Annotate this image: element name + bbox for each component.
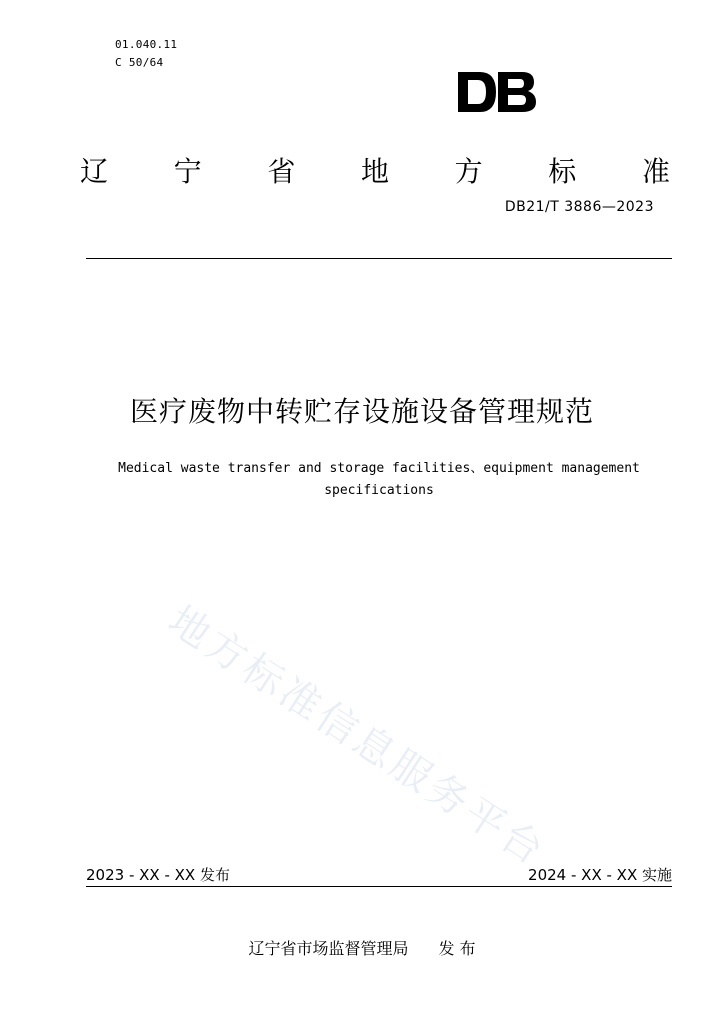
db-logo: [458, 72, 536, 112]
category-char: 标: [548, 155, 577, 188]
category-char: 准: [641, 155, 670, 188]
publisher-name: 辽宁省市场监督管理局: [248, 939, 409, 958]
ccs-code: C 50/64: [115, 56, 164, 69]
publisher: [0, 936, 724, 959]
title-english-line1: Medical waste transfer and storage facilities、equipment management: [118, 461, 640, 476]
issue-date: 2023 - XX - XX 发布: [86, 866, 230, 884]
title-english: [92, 458, 666, 502]
title-chinese: 医疗废物中转贮存设施设备管理规范: [129, 395, 594, 428]
category-char: 方: [454, 155, 483, 188]
category-title: [80, 150, 670, 190]
ics-code: 01.040.11: [115, 38, 178, 51]
standard-number: DB21/T 3886—2023: [504, 199, 654, 215]
category-char: 省: [267, 155, 296, 188]
bottom-divider: [86, 886, 672, 887]
title-english-line2: specifications: [324, 483, 434, 498]
top-divider: [86, 258, 672, 259]
implementation-date: 2024 - XX - XX 实施: [528, 866, 672, 884]
watermark: 地方标准信息服务平台: [160, 597, 555, 876]
publisher-action: 发 布: [438, 939, 476, 958]
classification-codes: [115, 36, 177, 72]
category-char: 宁: [173, 155, 202, 188]
category-char: 辽: [80, 155, 109, 188]
category-char: 地: [360, 155, 389, 188]
